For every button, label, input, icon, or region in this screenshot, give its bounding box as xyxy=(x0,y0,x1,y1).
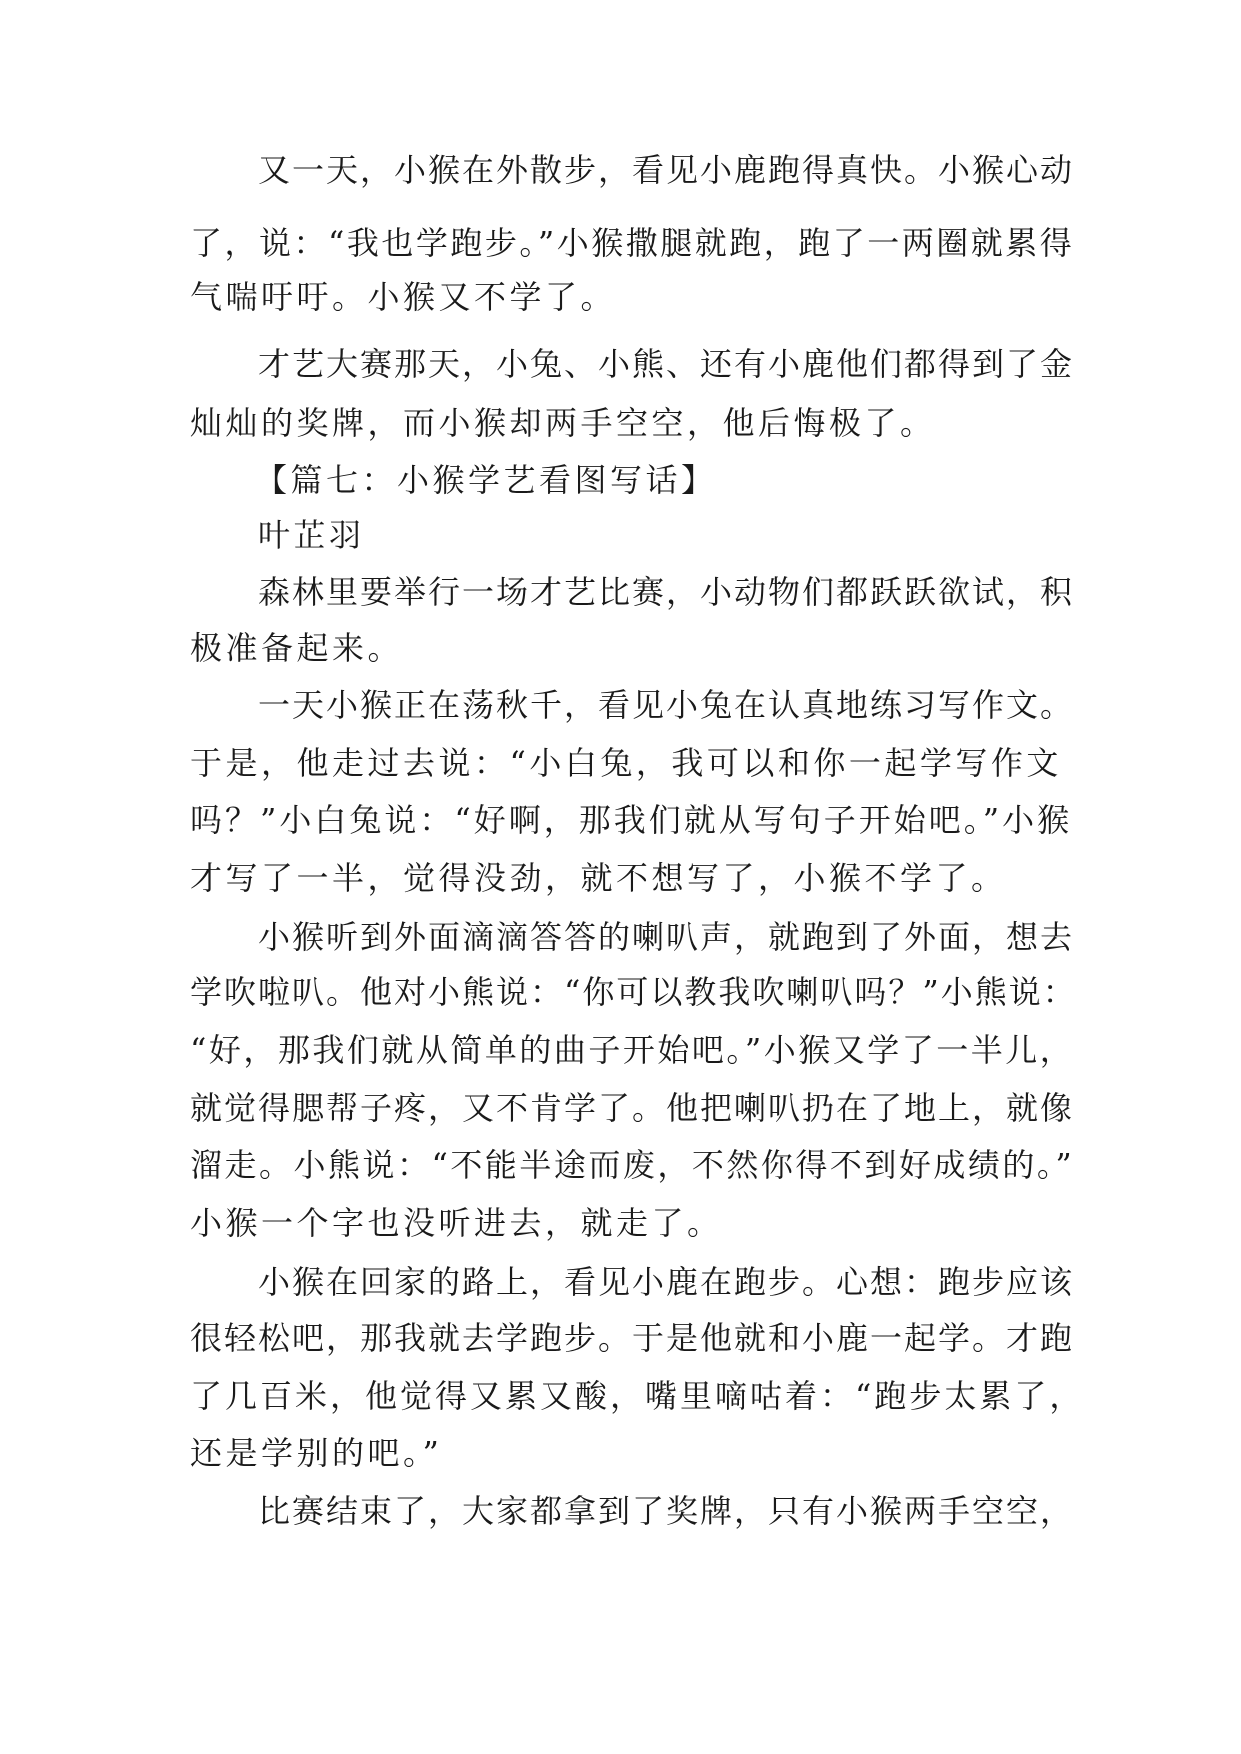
text-line: 吗？”小白兔说：“好啊，那我们就从写句子开始吧。”小猴 xyxy=(190,801,1073,839)
section-heading: 【篇七：小猴学艺看图写话】 xyxy=(255,461,717,499)
text-line: 又一天，小猴在外散步，看见小鹿跑得真快。小猴心动 xyxy=(258,151,1075,189)
text-line: 才艺大赛那天，小兔、小熊、还有小鹿他们都得到了金 xyxy=(258,345,1075,383)
text-line: 小猴一个字也没听进去，就走了。 xyxy=(190,1204,723,1242)
text-line: 气喘吁吁。小猴又不学了。 xyxy=(190,278,617,316)
text-line: 溜走。小熊说：“不能半途而废，不然你得不到好成绩的。” xyxy=(190,1146,1075,1184)
text-line: 一天小猴正在荡秋千，看见小兔在认真地练习写作文。 xyxy=(258,686,1075,724)
text-line: 很轻松吧，那我就去学跑步。于是他就和小鹿一起学。才跑 xyxy=(190,1319,1075,1357)
author-name: 叶芷羽 xyxy=(258,516,365,554)
text-line: 小猴在回家的路上，看见小鹿在跑步。心想：跑步应该 xyxy=(258,1263,1075,1301)
text-line: 森林里要举行一场才艺比赛，小动物们都跃跃欲试，积 xyxy=(258,573,1075,611)
text-line: “好，那我们就从简单的曲子开始吧。”小猴又学了一半儿， xyxy=(190,1031,1075,1069)
text-line: 了几百米，他觉得又累又酸，嘴里嘀咕着：“跑步太累了， xyxy=(190,1377,1085,1415)
text-line: 灿灿的奖牌，而小猴却两手空空，他后悔极了。 xyxy=(190,404,936,442)
text-line: 极准备起来。 xyxy=(190,629,404,667)
text-line: 于是，他走过去说：“小白兔，我可以和你一起学写作文 xyxy=(190,744,1062,782)
text-line: 就觉得腮帮子疼，又不肯学了。他把喇叭扔在了地上，就像 xyxy=(190,1089,1075,1127)
text-line: 才写了一半，觉得没劲，就不想写了，小猴不学了。 xyxy=(190,859,1007,897)
text-line: 小猴听到外面滴滴答答的喇叭声，就跑到了外面，想去 xyxy=(258,918,1075,956)
text-line: 比赛结束了，大家都拿到了奖牌，只有小猴两手空空， xyxy=(258,1492,1075,1530)
text-line: 还是学别的吧。” xyxy=(190,1434,443,1472)
text-line: 学吹啦叭。他对小熊说：“你可以教我吹喇叭吗？”小熊说： xyxy=(190,973,1077,1011)
text-line: 了，说：“我也学跑步。”小猴撒腿就跑，跑了一两圈就累得 xyxy=(190,224,1075,262)
